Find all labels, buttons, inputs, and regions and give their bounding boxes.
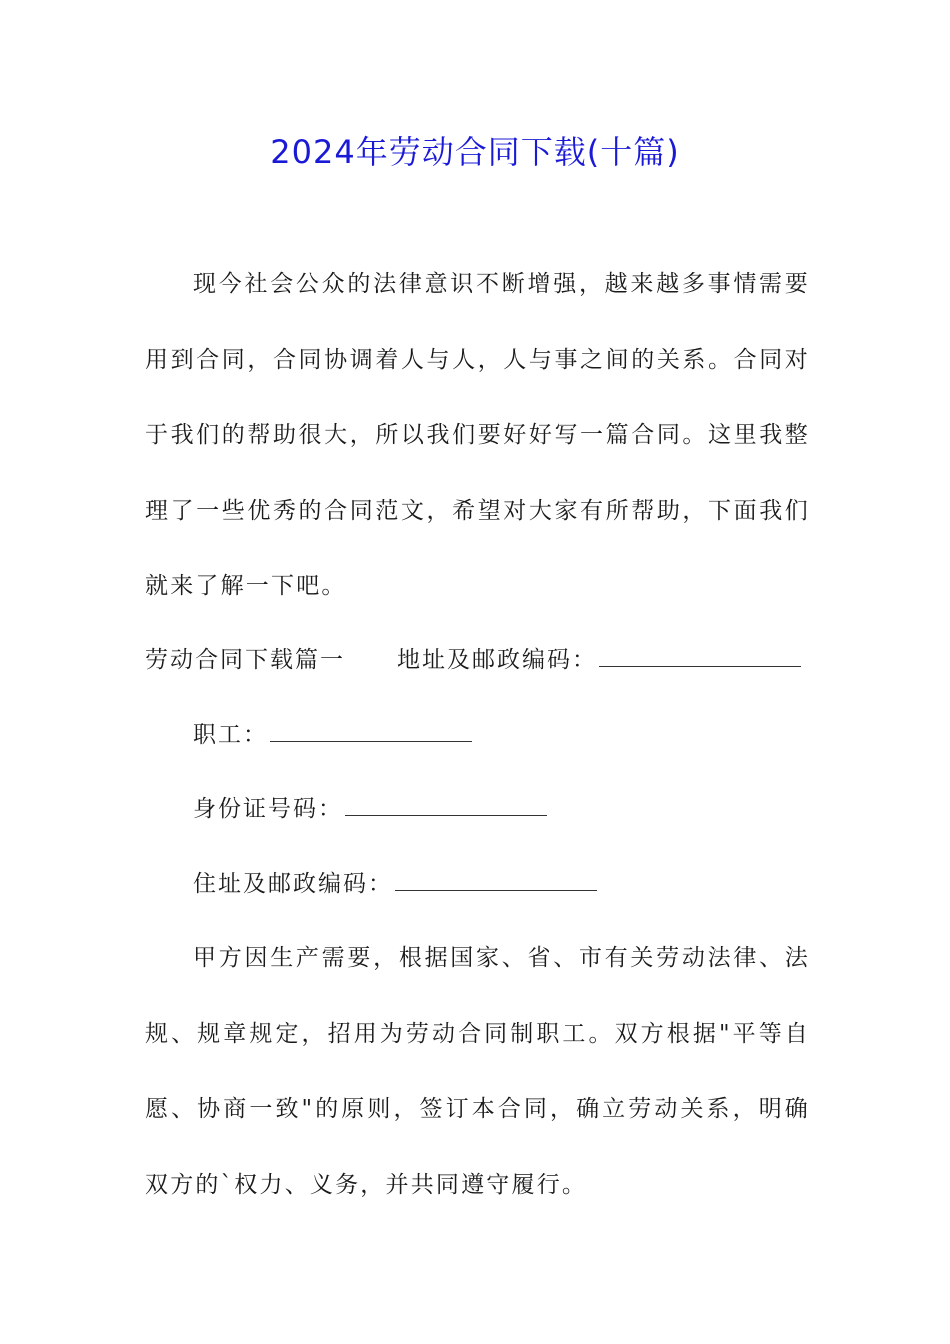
employee-label: 职工：: [193, 722, 268, 748]
residence-label: 住址及邮政编码：: [193, 871, 393, 897]
intro-paragraph: 现今社会公众的法律意识不断增强，越来越多事情需要用到合同，合同协调着人与人，人与事之间的关系。合同对于我们的帮助很大，所以我们要好好写一篇合同。这里我整理了一些优秀的合同范文，希望对大家有所帮助，下面我们就来了解一下吧。: [145, 271, 810, 599]
address-blank: [599, 644, 801, 667]
address-label: 地址及邮政编码：: [397, 647, 597, 673]
id-label: 身份证号码：: [193, 796, 343, 822]
residence-blank: [395, 868, 597, 891]
body-paragraph: 甲方因生产需要，根据国家、省、市有关劳动法律、法规、规章规定，招用为劳动合同制职工。双方根据"平等自愿、协商一致"的原则，签订本合同，确立劳动关系，明确双方的`权力、义务，并共同遵守履行。: [145, 945, 810, 1198]
section-heading-row: [145, 642, 801, 678]
section-heading: 劳动合同下载篇一: [145, 647, 345, 673]
employee-row: [193, 717, 472, 753]
page-title: 2024年劳动合同下载(十篇): [270, 133, 680, 171]
id-blank: [345, 793, 547, 816]
id-row: [193, 791, 547, 827]
employee-blank: [270, 719, 472, 742]
residence-row: [193, 866, 597, 902]
